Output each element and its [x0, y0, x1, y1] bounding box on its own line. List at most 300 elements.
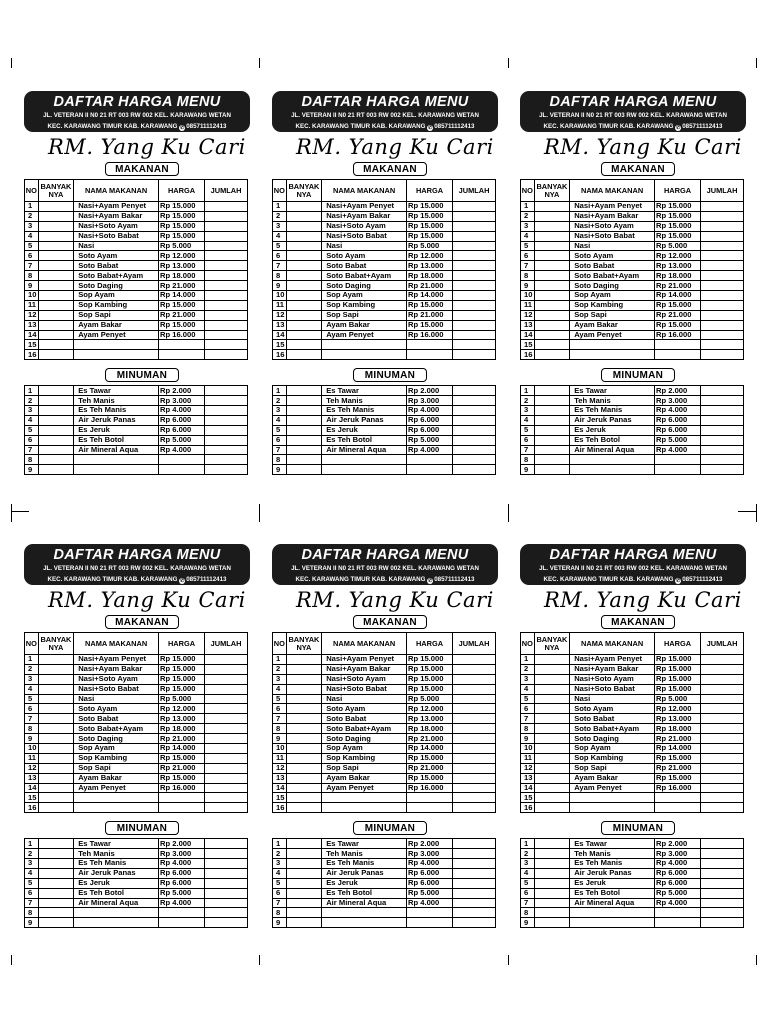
row-qty-cell[interactable] [286, 261, 322, 271]
row-qty-cell[interactable] [534, 406, 570, 416]
row-total-cell[interactable] [701, 445, 744, 455]
row-qty-cell[interactable] [534, 849, 570, 859]
row-total-cell[interactable] [701, 291, 744, 301]
row-total-cell[interactable] [205, 435, 248, 445]
row-qty-cell[interactable] [286, 734, 322, 744]
row-qty-cell[interactable] [38, 202, 74, 212]
row-total-cell[interactable] [205, 753, 248, 763]
row-qty-cell[interactable] [286, 300, 322, 310]
row-total-cell[interactable] [205, 310, 248, 320]
row-total-cell[interactable] [205, 744, 248, 754]
row-qty-cell[interactable] [38, 261, 74, 271]
row-qty-cell[interactable] [38, 839, 74, 849]
row-total-cell[interactable] [205, 898, 248, 908]
row-qty-cell[interactable] [286, 211, 322, 221]
row-total-cell[interactable] [701, 734, 744, 744]
row-total-cell[interactable] [701, 320, 744, 330]
row-qty-cell[interactable] [286, 386, 322, 396]
row-total-cell[interactable] [701, 783, 744, 793]
row-qty-cell[interactable] [286, 714, 322, 724]
row-qty-cell[interactable] [286, 773, 322, 783]
row-total-cell[interactable] [205, 231, 248, 241]
row-qty-cell[interactable] [286, 674, 322, 684]
row-total-cell[interactable] [453, 918, 496, 928]
row-qty-cell[interactable] [286, 744, 322, 754]
row-total-cell[interactable] [453, 734, 496, 744]
row-total-cell[interactable] [205, 868, 248, 878]
row-total-cell[interactable] [701, 310, 744, 320]
row-total-cell[interactable] [453, 684, 496, 694]
row-total-cell[interactable] [701, 350, 744, 360]
row-total-cell[interactable] [453, 386, 496, 396]
row-total-cell[interactable] [701, 763, 744, 773]
row-qty-cell[interactable] [286, 202, 322, 212]
row-total-cell[interactable] [453, 211, 496, 221]
row-total-cell[interactable] [205, 918, 248, 928]
row-qty-cell[interactable] [38, 694, 74, 704]
row-total-cell[interactable] [701, 340, 744, 350]
row-qty-cell[interactable] [286, 839, 322, 849]
row-qty-cell[interactable] [286, 241, 322, 251]
row-total-cell[interactable] [701, 465, 744, 475]
row-qty-cell[interactable] [534, 898, 570, 908]
row-qty-cell[interactable] [534, 908, 570, 918]
row-total-cell[interactable] [701, 773, 744, 783]
row-total-cell[interactable] [205, 849, 248, 859]
row-total-cell[interactable] [453, 300, 496, 310]
row-total-cell[interactable] [701, 888, 744, 898]
row-qty-cell[interactable] [534, 386, 570, 396]
row-total-cell[interactable] [205, 783, 248, 793]
row-total-cell[interactable] [453, 783, 496, 793]
row-qty-cell[interactable] [286, 753, 322, 763]
row-total-cell[interactable] [701, 261, 744, 271]
row-total-cell[interactable] [205, 211, 248, 221]
row-total-cell[interactable] [205, 445, 248, 455]
row-total-cell[interactable] [453, 714, 496, 724]
row-qty-cell[interactable] [38, 281, 74, 291]
row-total-cell[interactable] [205, 406, 248, 416]
row-total-cell[interactable] [453, 888, 496, 898]
row-total-cell[interactable] [453, 320, 496, 330]
row-qty-cell[interactable] [534, 763, 570, 773]
row-qty-cell[interactable] [286, 271, 322, 281]
row-total-cell[interactable] [701, 396, 744, 406]
row-total-cell[interactable] [701, 714, 744, 724]
row-total-cell[interactable] [453, 465, 496, 475]
row-total-cell[interactable] [205, 425, 248, 435]
row-qty-cell[interactable] [38, 753, 74, 763]
row-qty-cell[interactable] [286, 783, 322, 793]
row-qty-cell[interactable] [286, 251, 322, 261]
row-total-cell[interactable] [453, 455, 496, 465]
row-qty-cell[interactable] [534, 878, 570, 888]
row-qty-cell[interactable] [286, 291, 322, 301]
row-total-cell[interactable] [701, 251, 744, 261]
row-qty-cell[interactable] [286, 465, 322, 475]
row-total-cell[interactable] [205, 340, 248, 350]
row-qty-cell[interactable] [38, 340, 74, 350]
row-total-cell[interactable] [205, 684, 248, 694]
row-total-cell[interactable] [701, 918, 744, 928]
row-total-cell[interactable] [205, 734, 248, 744]
row-total-cell[interactable] [205, 455, 248, 465]
row-qty-cell[interactable] [286, 455, 322, 465]
row-qty-cell[interactable] [38, 724, 74, 734]
row-qty-cell[interactable] [38, 674, 74, 684]
row-qty-cell[interactable] [286, 763, 322, 773]
row-qty-cell[interactable] [38, 859, 74, 869]
row-total-cell[interactable] [453, 744, 496, 754]
row-total-cell[interactable] [701, 330, 744, 340]
row-total-cell[interactable] [453, 281, 496, 291]
row-total-cell[interactable] [701, 231, 744, 241]
row-total-cell[interactable] [701, 849, 744, 859]
row-qty-cell[interactable] [38, 684, 74, 694]
row-total-cell[interactable] [701, 868, 744, 878]
row-qty-cell[interactable] [286, 878, 322, 888]
row-qty-cell[interactable] [534, 674, 570, 684]
row-total-cell[interactable] [701, 898, 744, 908]
row-qty-cell[interactable] [286, 320, 322, 330]
row-qty-cell[interactable] [534, 241, 570, 251]
row-total-cell[interactable] [453, 221, 496, 231]
row-qty-cell[interactable] [38, 744, 74, 754]
row-total-cell[interactable] [453, 261, 496, 271]
row-total-cell[interactable] [701, 878, 744, 888]
row-total-cell[interactable] [701, 406, 744, 416]
row-qty-cell[interactable] [38, 320, 74, 330]
row-total-cell[interactable] [453, 674, 496, 684]
row-qty-cell[interactable] [286, 694, 322, 704]
row-total-cell[interactable] [701, 271, 744, 281]
row-qty-cell[interactable] [534, 859, 570, 869]
row-qty-cell[interactable] [286, 888, 322, 898]
row-total-cell[interactable] [205, 261, 248, 271]
row-qty-cell[interactable] [38, 386, 74, 396]
row-qty-cell[interactable] [286, 340, 322, 350]
row-qty-cell[interactable] [534, 435, 570, 445]
row-qty-cell[interactable] [38, 415, 74, 425]
row-total-cell[interactable] [701, 435, 744, 445]
row-qty-cell[interactable] [286, 724, 322, 734]
row-qty-cell[interactable] [534, 271, 570, 281]
row-total-cell[interactable] [453, 251, 496, 261]
row-qty-cell[interactable] [534, 455, 570, 465]
row-total-cell[interactable] [453, 859, 496, 869]
row-qty-cell[interactable] [534, 415, 570, 425]
row-qty-cell[interactable] [38, 664, 74, 674]
row-qty-cell[interactable] [534, 261, 570, 271]
row-total-cell[interactable] [701, 281, 744, 291]
row-qty-cell[interactable] [286, 849, 322, 859]
row-qty-cell[interactable] [38, 425, 74, 435]
row-total-cell[interactable] [205, 386, 248, 396]
row-total-cell[interactable] [205, 839, 248, 849]
row-total-cell[interactable] [453, 724, 496, 734]
row-qty-cell[interactable] [38, 221, 74, 231]
row-total-cell[interactable] [453, 310, 496, 320]
row-qty-cell[interactable] [534, 773, 570, 783]
row-qty-cell[interactable] [534, 281, 570, 291]
row-total-cell[interactable] [205, 908, 248, 918]
row-qty-cell[interactable] [38, 231, 74, 241]
row-total-cell[interactable] [701, 664, 744, 674]
row-total-cell[interactable] [701, 674, 744, 684]
row-qty-cell[interactable] [286, 445, 322, 455]
row-total-cell[interactable] [205, 320, 248, 330]
row-total-cell[interactable] [701, 684, 744, 694]
row-qty-cell[interactable] [38, 350, 74, 360]
row-qty-cell[interactable] [286, 425, 322, 435]
row-total-cell[interactable] [701, 724, 744, 734]
row-qty-cell[interactable] [286, 859, 322, 869]
row-total-cell[interactable] [701, 300, 744, 310]
row-qty-cell[interactable] [534, 211, 570, 221]
row-total-cell[interactable] [453, 406, 496, 416]
row-qty-cell[interactable] [534, 664, 570, 674]
row-total-cell[interactable] [205, 655, 248, 665]
row-qty-cell[interactable] [38, 849, 74, 859]
row-qty-cell[interactable] [534, 684, 570, 694]
row-total-cell[interactable] [453, 773, 496, 783]
row-qty-cell[interactable] [534, 714, 570, 724]
row-qty-cell[interactable] [38, 918, 74, 928]
row-total-cell[interactable] [453, 803, 496, 813]
row-qty-cell[interactable] [38, 655, 74, 665]
row-total-cell[interactable] [205, 241, 248, 251]
row-qty-cell[interactable] [534, 396, 570, 406]
row-qty-cell[interactable] [38, 300, 74, 310]
row-qty-cell[interactable] [38, 908, 74, 918]
row-total-cell[interactable] [205, 251, 248, 261]
row-qty-cell[interactable] [38, 310, 74, 320]
row-qty-cell[interactable] [534, 783, 570, 793]
row-qty-cell[interactable] [286, 231, 322, 241]
row-qty-cell[interactable] [286, 406, 322, 416]
row-qty-cell[interactable] [534, 231, 570, 241]
row-total-cell[interactable] [205, 763, 248, 773]
row-qty-cell[interactable] [534, 918, 570, 928]
row-total-cell[interactable] [205, 888, 248, 898]
row-total-cell[interactable] [453, 898, 496, 908]
row-total-cell[interactable] [205, 859, 248, 869]
row-qty-cell[interactable] [38, 465, 74, 475]
row-total-cell[interactable] [453, 350, 496, 360]
row-qty-cell[interactable] [38, 406, 74, 416]
row-qty-cell[interactable] [38, 241, 74, 251]
row-total-cell[interactable] [205, 281, 248, 291]
row-total-cell[interactable] [701, 415, 744, 425]
row-qty-cell[interactable] [286, 684, 322, 694]
row-qty-cell[interactable] [38, 773, 74, 783]
row-total-cell[interactable] [205, 694, 248, 704]
row-total-cell[interactable] [701, 221, 744, 231]
row-qty-cell[interactable] [38, 898, 74, 908]
row-qty-cell[interactable] [534, 320, 570, 330]
row-total-cell[interactable] [205, 803, 248, 813]
row-qty-cell[interactable] [38, 291, 74, 301]
row-total-cell[interactable] [701, 211, 744, 221]
row-qty-cell[interactable] [38, 251, 74, 261]
row-qty-cell[interactable] [286, 435, 322, 445]
row-total-cell[interactable] [453, 908, 496, 918]
row-total-cell[interactable] [453, 664, 496, 674]
row-qty-cell[interactable] [38, 888, 74, 898]
row-qty-cell[interactable] [286, 396, 322, 406]
row-qty-cell[interactable] [286, 803, 322, 813]
row-qty-cell[interactable] [286, 868, 322, 878]
row-total-cell[interactable] [453, 753, 496, 763]
row-qty-cell[interactable] [534, 753, 570, 763]
row-total-cell[interactable] [701, 704, 744, 714]
row-qty-cell[interactable] [38, 271, 74, 281]
row-qty-cell[interactable] [534, 330, 570, 340]
row-total-cell[interactable] [453, 655, 496, 665]
row-qty-cell[interactable] [534, 291, 570, 301]
row-total-cell[interactable] [205, 202, 248, 212]
row-total-cell[interactable] [701, 793, 744, 803]
row-total-cell[interactable] [205, 714, 248, 724]
row-qty-cell[interactable] [534, 300, 570, 310]
row-total-cell[interactable] [701, 859, 744, 869]
row-total-cell[interactable] [205, 465, 248, 475]
row-total-cell[interactable] [453, 231, 496, 241]
row-qty-cell[interactable] [534, 202, 570, 212]
row-qty-cell[interactable] [534, 310, 570, 320]
row-qty-cell[interactable] [534, 839, 570, 849]
row-qty-cell[interactable] [286, 350, 322, 360]
row-total-cell[interactable] [701, 803, 744, 813]
row-total-cell[interactable] [205, 300, 248, 310]
row-total-cell[interactable] [453, 425, 496, 435]
row-qty-cell[interactable] [38, 714, 74, 724]
row-total-cell[interactable] [453, 704, 496, 714]
row-qty-cell[interactable] [38, 878, 74, 888]
row-qty-cell[interactable] [534, 425, 570, 435]
row-total-cell[interactable] [205, 878, 248, 888]
row-qty-cell[interactable] [286, 310, 322, 320]
row-qty-cell[interactable] [38, 734, 74, 744]
row-qty-cell[interactable] [38, 793, 74, 803]
row-total-cell[interactable] [205, 415, 248, 425]
row-total-cell[interactable] [205, 396, 248, 406]
row-total-cell[interactable] [205, 724, 248, 734]
row-total-cell[interactable] [701, 908, 744, 918]
row-total-cell[interactable] [453, 396, 496, 406]
row-total-cell[interactable] [453, 202, 496, 212]
row-qty-cell[interactable] [286, 664, 322, 674]
row-qty-cell[interactable] [534, 655, 570, 665]
row-total-cell[interactable] [453, 793, 496, 803]
row-total-cell[interactable] [701, 241, 744, 251]
row-total-cell[interactable] [453, 839, 496, 849]
row-total-cell[interactable] [205, 271, 248, 281]
row-qty-cell[interactable] [534, 350, 570, 360]
row-total-cell[interactable] [205, 793, 248, 803]
row-qty-cell[interactable] [286, 898, 322, 908]
row-qty-cell[interactable] [38, 445, 74, 455]
row-total-cell[interactable] [453, 415, 496, 425]
row-total-cell[interactable] [701, 839, 744, 849]
row-qty-cell[interactable] [534, 868, 570, 878]
row-qty-cell[interactable] [38, 803, 74, 813]
row-total-cell[interactable] [701, 744, 744, 754]
row-total-cell[interactable] [453, 340, 496, 350]
row-total-cell[interactable] [701, 386, 744, 396]
row-qty-cell[interactable] [38, 396, 74, 406]
row-qty-cell[interactable] [38, 330, 74, 340]
row-total-cell[interactable] [701, 655, 744, 665]
row-total-cell[interactable] [205, 664, 248, 674]
row-total-cell[interactable] [701, 202, 744, 212]
row-qty-cell[interactable] [38, 763, 74, 773]
row-qty-cell[interactable] [286, 281, 322, 291]
row-total-cell[interactable] [453, 868, 496, 878]
row-qty-cell[interactable] [534, 793, 570, 803]
row-qty-cell[interactable] [286, 908, 322, 918]
row-total-cell[interactable] [453, 763, 496, 773]
row-total-cell[interactable] [453, 694, 496, 704]
row-total-cell[interactable] [453, 445, 496, 455]
row-qty-cell[interactable] [286, 330, 322, 340]
row-qty-cell[interactable] [38, 704, 74, 714]
row-qty-cell[interactable] [534, 221, 570, 231]
row-qty-cell[interactable] [534, 888, 570, 898]
row-total-cell[interactable] [205, 773, 248, 783]
row-qty-cell[interactable] [286, 415, 322, 425]
row-total-cell[interactable] [453, 291, 496, 301]
row-qty-cell[interactable] [286, 704, 322, 714]
row-total-cell[interactable] [205, 674, 248, 684]
row-qty-cell[interactable] [38, 435, 74, 445]
row-qty-cell[interactable] [38, 783, 74, 793]
row-total-cell[interactable] [453, 849, 496, 859]
row-qty-cell[interactable] [534, 734, 570, 744]
row-total-cell[interactable] [453, 330, 496, 340]
row-qty-cell[interactable] [534, 251, 570, 261]
row-qty-cell[interactable] [38, 868, 74, 878]
row-qty-cell[interactable] [534, 694, 570, 704]
row-qty-cell[interactable] [534, 445, 570, 455]
row-qty-cell[interactable] [38, 455, 74, 465]
row-total-cell[interactable] [453, 241, 496, 251]
row-total-cell[interactable] [205, 330, 248, 340]
row-qty-cell[interactable] [286, 221, 322, 231]
row-total-cell[interactable] [701, 455, 744, 465]
row-qty-cell[interactable] [534, 340, 570, 350]
row-total-cell[interactable] [453, 878, 496, 888]
row-total-cell[interactable] [205, 291, 248, 301]
row-qty-cell[interactable] [534, 803, 570, 813]
row-total-cell[interactable] [701, 694, 744, 704]
row-qty-cell[interactable] [286, 918, 322, 928]
row-qty-cell[interactable] [534, 744, 570, 754]
row-qty-cell[interactable] [38, 211, 74, 221]
row-total-cell[interactable] [205, 704, 248, 714]
row-qty-cell[interactable] [286, 655, 322, 665]
row-total-cell[interactable] [453, 271, 496, 281]
row-total-cell[interactable] [701, 753, 744, 763]
row-qty-cell[interactable] [534, 704, 570, 714]
row-qty-cell[interactable] [534, 465, 570, 475]
row-total-cell[interactable] [205, 350, 248, 360]
row-total-cell[interactable] [701, 425, 744, 435]
row-total-cell[interactable] [205, 221, 248, 231]
row-total-cell[interactable] [453, 435, 496, 445]
row-qty-cell[interactable] [286, 793, 322, 803]
row-qty-cell[interactable] [534, 724, 570, 734]
